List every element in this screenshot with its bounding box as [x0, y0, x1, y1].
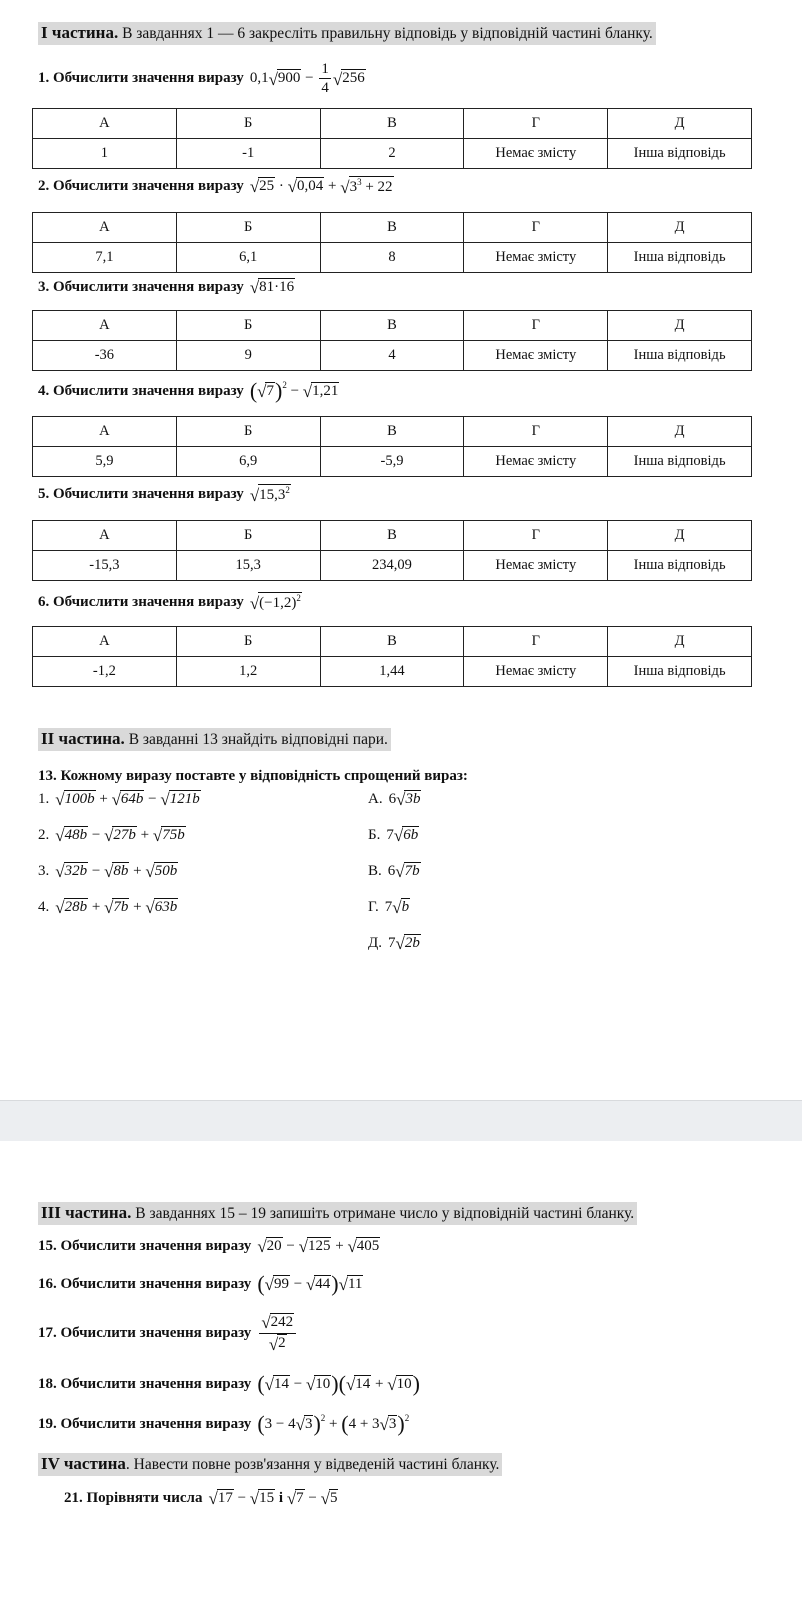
- match-right-b: Б. 7 √ 6b: [368, 826, 419, 846]
- task-3-expression: √ 81·16: [249, 278, 295, 298]
- match-right-d: Д. 7 √ 2b: [368, 934, 420, 954]
- match-right-a: А. 6 √ 3b: [368, 790, 421, 810]
- match-left-4: 4. √ 28b + √ 7b + √ 63b: [38, 898, 178, 918]
- task-6-answer-table: А Б В Г Д -1,2 1,2 1,44 Немає змісту Інша відповідь: [32, 626, 752, 687]
- task-19: 19. Обчислити значення виразу ( 3 − 4 √ 3 ) $^2$ + ( 4 + 3 √ 3 ) $^2$: [38, 1411, 410, 1436]
- task-1-answer-table: А Б В Г Д 1 -1 2 Немає змісту Інша відповідь: [32, 108, 752, 169]
- task-2-answer-table: А Б В Г Д 7,1 6,1 8 Немає змісту Інша відповідь: [32, 212, 752, 273]
- match-left-2: 2. √ 48b − √ 27b + √ 75b: [38, 826, 185, 846]
- match-left-3: 3. √ 32b − √ 8b + √ 50b: [38, 862, 178, 882]
- task-5-expression: √ 15,3$^2$: [249, 485, 290, 506]
- task-1-expression: 0,1 √ 900 − $\frac{1}{4}$ √ 256: [249, 61, 365, 96]
- task-17: 17. Обчислити значення виразу √ 242 √ 2: [38, 1313, 298, 1355]
- task-4-answer-table: А Б В Г Д 5,9 6,9 -5,9 Немає змісту Інша відповідь: [32, 416, 752, 477]
- part4-heading: IV частина. Навести повне розв'язання у відведеній частині бланку.: [38, 1453, 502, 1476]
- task-6: 6. Обчислити значення виразу √ $(-1,2)^2$: [38, 593, 301, 614]
- task-5-answer-table: А Б В Г Д -15,3 15,3 234,09 Немає змісту Інша відповідь: [32, 520, 752, 581]
- match-left-1: 1. √ 100b + √ 64b − √ 121b: [38, 790, 200, 810]
- task-16: 16. Обчислити значення виразу ( √ 99 − √ 44 ) √ 11: [38, 1271, 363, 1296]
- part2-heading: II частина. В завданні 13 знайдіть відповідні пари.: [38, 728, 391, 751]
- part3-heading: III частина. В завданнях 15 – 19 запишіть отримане число у відповідній частині бланку.: [38, 1202, 637, 1225]
- task-2: 2. Обчислити значення виразу √ 25 · √ 0,04 + √ $3^3 + 22$: [38, 177, 393, 198]
- task-3: 3. Обчислити значення виразу √ 81·16: [38, 278, 295, 298]
- page-separator: [0, 1100, 802, 1142]
- match-right-v: В. 6 √ 7b: [368, 862, 420, 882]
- task-2-expression: √ 25 · √ 0,04 + √ $3^3 + 22$: [249, 177, 393, 198]
- match-right-g: Г. 7 √ b: [368, 898, 410, 918]
- page-two: [0, 1141, 802, 1600]
- task-4: 4. Обчислити значення виразу ( √ 7 ) $^2$ − √ 1,21: [38, 378, 339, 403]
- task-4-expression: ( √ 7 ) $^2$ − √ 1,21: [249, 378, 339, 403]
- task-18: 18. Обчислити значення виразу ( √ 14 − √ 10 )( √ 14 + √ 10 ): [38, 1371, 420, 1396]
- task-13-label: 13. Кожному виразу поставте у відповідність спрощений вираз:: [38, 768, 468, 784]
- task-6-expression: √ $(-1,2)^2$: [249, 593, 301, 614]
- task-15: 15. Обчислити значення виразу √ 20 − √ 125 + √ 405: [38, 1237, 380, 1257]
- part1-heading: I частина. В завданнях 1 — 6 закресліть правильну відповідь у відповідній частині бланку.: [38, 22, 656, 45]
- task-3-answer-table: А Б В Г Д -36 9 4 Немає змісту Інша відповідь: [32, 310, 752, 371]
- task-1: 1. Обчислити значення виразу 0,1 √ 900 − $\frac{1}{4}$ √ 256: [38, 61, 365, 96]
- task-5: 5. Обчислити значення виразу √ 15,3$^2$: [38, 485, 290, 506]
- task-21: 21. Порівняти числа √ 17 − √ 15 і √ 7 − √ 5: [64, 1489, 338, 1509]
